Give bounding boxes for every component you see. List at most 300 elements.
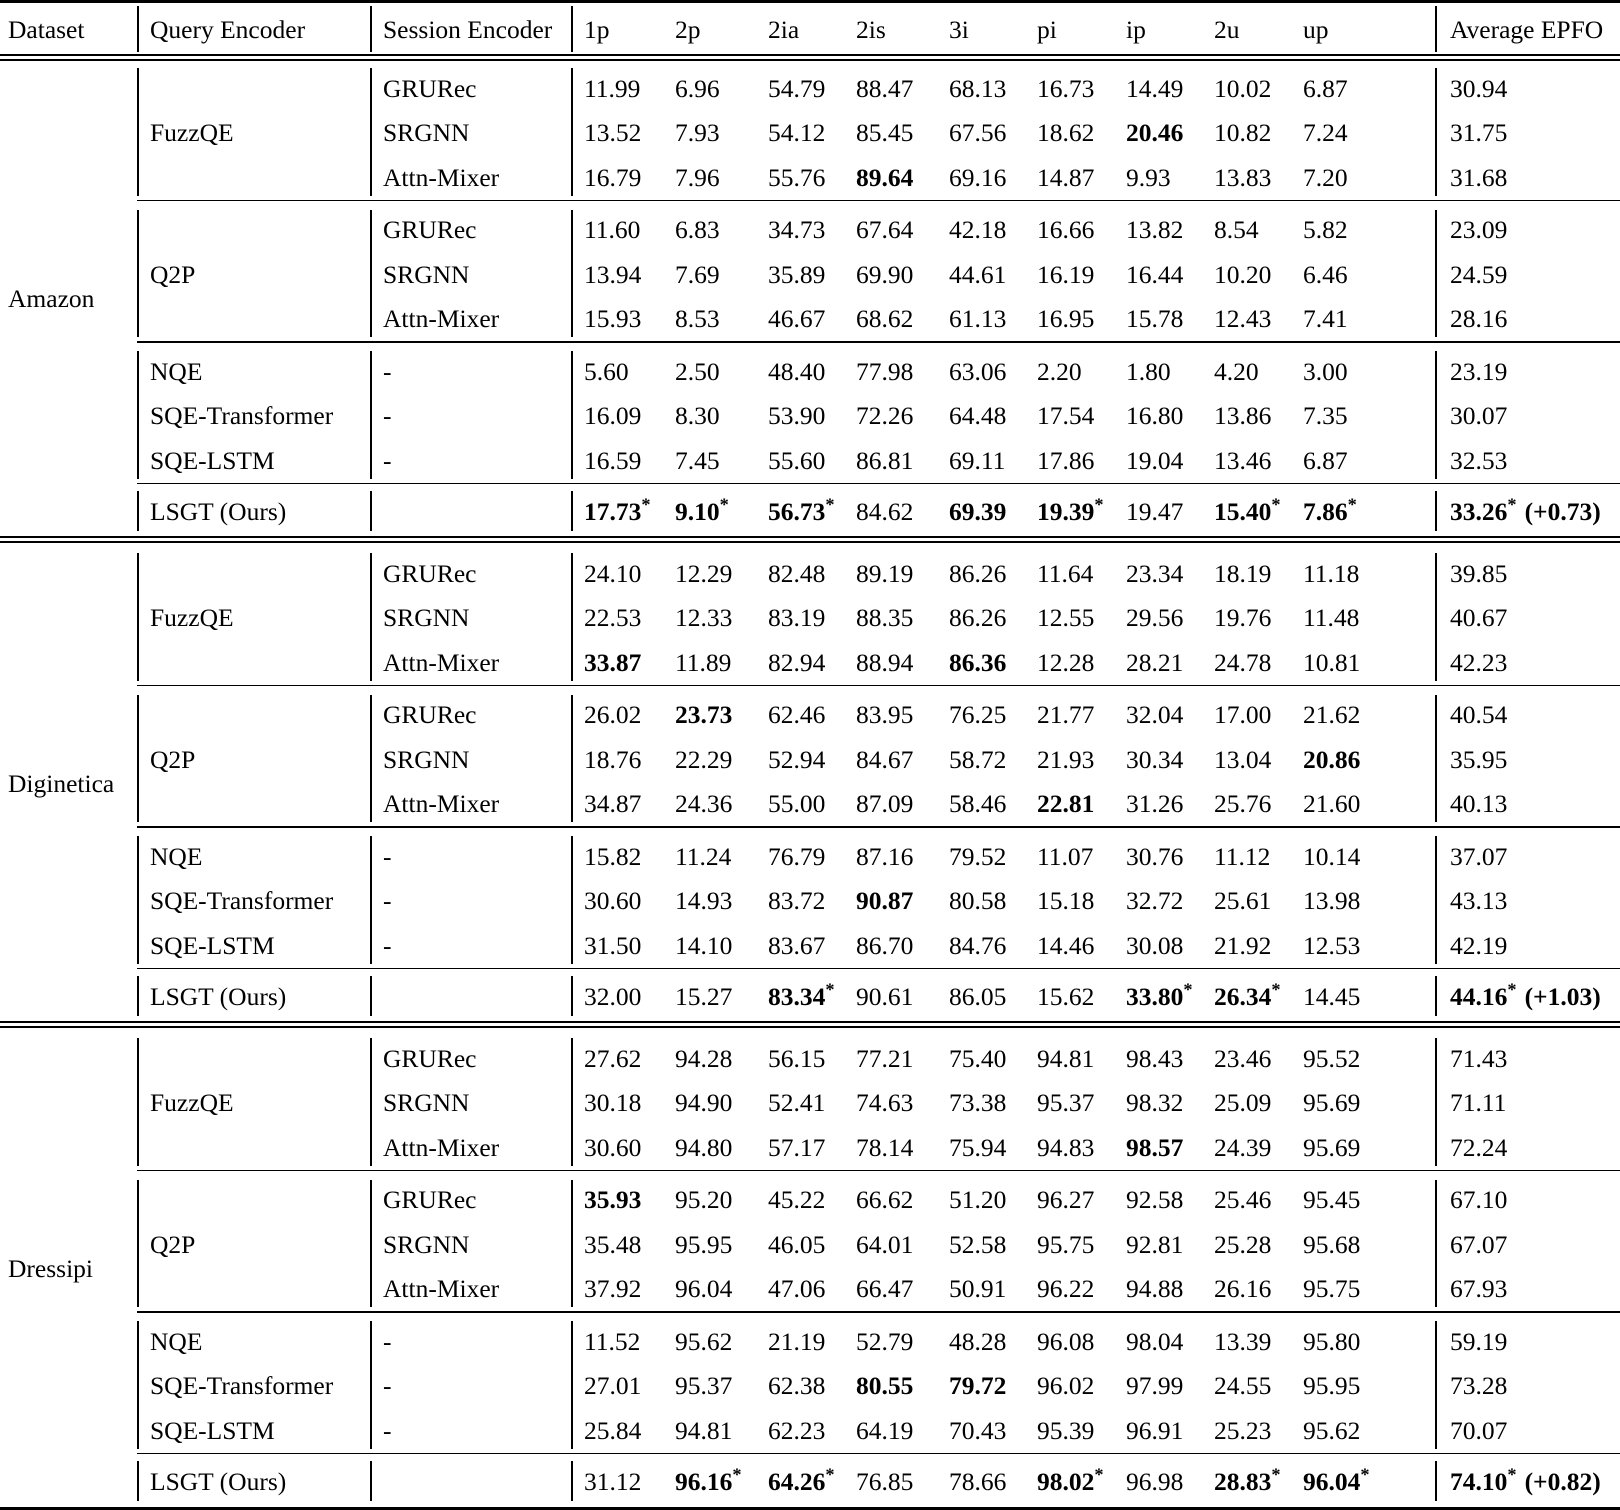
metric-ip-value: 33.80 — [1126, 982, 1184, 1011]
column-separator — [1435, 1180, 1437, 1308]
column-header-query-encoder: Query Encoder — [150, 15, 306, 45]
column-separator — [1435, 836, 1437, 964]
metric-2p: 95.37 — [675, 1371, 733, 1400]
metric-pi: 22.81 — [1037, 789, 1095, 818]
column-separator — [370, 68, 372, 196]
horizontal-rule — [137, 1170, 1620, 1172]
metric-average-epfo: 39.85 — [1450, 558, 1508, 588]
metric-2is: 86.70 — [856, 930, 914, 960]
metric-up: 21.62 — [1303, 700, 1361, 729]
metric-up: 7.41 — [1303, 304, 1348, 333]
metric-2u: 25.76 — [1214, 789, 1272, 818]
metric-pi: 95.37 — [1037, 1088, 1095, 1117]
column-separator — [571, 1321, 573, 1449]
session-encoder-label: GRURec — [383, 558, 477, 588]
metric-1p: 22.53 — [584, 603, 642, 632]
metric-average-epfo: 40.13 — [1450, 789, 1508, 818]
metric-2ia: 55.00 — [768, 789, 826, 818]
metric-pi — [1037, 494, 1104, 526]
column-separator — [571, 210, 573, 338]
metric-2u: 13.46 — [1214, 445, 1272, 475]
metric-2p: 7.96 — [675, 162, 720, 192]
horizontal-rule — [137, 1311, 1620, 1313]
metric-2p: 95.95 — [675, 1229, 733, 1259]
metric-2u: 13.04 — [1214, 744, 1272, 774]
metric-2p: 2.50 — [675, 356, 720, 386]
metric-2ia: 54.79 — [768, 73, 826, 103]
metric-2ia: 34.73 — [768, 215, 826, 244]
metric-2is: 64.19 — [856, 1415, 914, 1445]
dataset-label: Dressipi — [8, 1253, 93, 1283]
metric-ip: 28.21 — [1126, 647, 1184, 677]
metric-ip: 19.04 — [1126, 445, 1184, 475]
query-encoder-label: FuzzQE — [150, 118, 234, 147]
significance-star: * — [1507, 1464, 1517, 1485]
column-separator — [571, 68, 573, 196]
metric-2is: 78.14 — [856, 1132, 914, 1162]
metric-2u: 24.39 — [1214, 1132, 1272, 1162]
metric-3i: 79.72 — [949, 1371, 1007, 1400]
metric-3i: 75.94 — [949, 1132, 1007, 1162]
query-encoder-label: SQE-Transformer — [150, 401, 334, 430]
column-separator — [137, 836, 139, 964]
column-separator — [571, 836, 573, 964]
column-separator — [137, 210, 139, 338]
column-header-1p: 1p — [584, 15, 610, 45]
metric-pi: 95.39 — [1037, 1415, 1095, 1445]
horizontal-rule — [137, 826, 1620, 828]
metric-ip: 30.34 — [1126, 744, 1184, 774]
metric-2ia: 55.60 — [768, 445, 826, 475]
column-separator — [571, 695, 573, 823]
metric-up: 95.95 — [1303, 1371, 1361, 1400]
metric-2is: 80.55 — [856, 1371, 914, 1400]
metric-2u: 10.82 — [1214, 118, 1272, 147]
column-separator — [137, 695, 139, 823]
query-encoder-label-ours: LSGT (Ours) — [150, 982, 287, 1011]
session-encoder-label: Attn-Mixer — [383, 789, 500, 818]
metric-2u: 24.78 — [1214, 647, 1272, 677]
query-encoder-label-ours: LSGT (Ours) — [150, 497, 287, 526]
metric-3i: 69.16 — [949, 162, 1007, 192]
metric-ip: 96.91 — [1126, 1415, 1184, 1445]
column-header-2is: 2is — [856, 15, 886, 45]
metric-pi: 16.66 — [1037, 215, 1095, 244]
query-encoder-label: NQE — [150, 1326, 203, 1356]
metric-3i: 84.76 — [949, 930, 1007, 960]
metric-3i: 61.13 — [949, 304, 1007, 333]
metric-ip: 92.58 — [1126, 1185, 1184, 1214]
metric-2is: 84.67 — [856, 744, 914, 774]
metric-2u — [1214, 494, 1281, 526]
metric-up: 13.98 — [1303, 886, 1361, 915]
metric-2p: 12.29 — [675, 558, 733, 588]
metric-ip: 30.08 — [1126, 930, 1184, 960]
metric-average-epfo: 42.19 — [1450, 930, 1508, 960]
session-encoder-label: - — [383, 1415, 392, 1445]
metric-1p — [584, 494, 651, 526]
metric-3i: 76.25 — [949, 700, 1007, 729]
metric-2ia: 55.76 — [768, 162, 826, 192]
query-encoder-label: FuzzQE — [150, 603, 234, 632]
metric-3i: 50.91 — [949, 1274, 1007, 1303]
significance-star: * — [825, 494, 835, 515]
metric-2p: 8.53 — [675, 304, 720, 333]
metric-2ia: 82.48 — [768, 558, 826, 588]
metric-2u: 21.92 — [1214, 930, 1272, 960]
session-encoder-label: SRGNN — [383, 1088, 470, 1117]
significance-star: * — [1271, 494, 1281, 515]
metric-3i: 86.26 — [949, 558, 1007, 588]
metric-average-epfo: 42.23 — [1450, 647, 1508, 677]
metric-1p: 13.94 — [584, 259, 642, 289]
metric-3i: 64.48 — [949, 401, 1007, 430]
column-separator — [571, 553, 573, 681]
metric-pi: 96.22 — [1037, 1274, 1095, 1303]
metric-2u: 10.20 — [1214, 259, 1272, 289]
metric-ip: 9.93 — [1126, 162, 1171, 192]
metric-1p: 35.48 — [584, 1229, 642, 1259]
session-encoder-label: Attn-Mixer — [383, 162, 500, 192]
column-separator — [370, 1180, 372, 1308]
metric-average-epfo: 73.28 — [1450, 1371, 1508, 1400]
metric-average-epfo — [1450, 494, 1601, 526]
metric-1p: 37.92 — [584, 1274, 642, 1303]
dataset-label: Amazon — [8, 283, 95, 313]
column-header-dataset: Dataset — [8, 15, 85, 45]
query-encoder-label: Q2P — [150, 744, 196, 774]
metric-pi: 17.54 — [1037, 401, 1095, 430]
metric-2u: 4.20 — [1214, 356, 1259, 386]
metric-2is: 90.87 — [856, 886, 914, 915]
column-separator — [137, 1461, 139, 1502]
metric-2is: 90.61 — [856, 982, 914, 1011]
metric-2u: 25.46 — [1214, 1185, 1272, 1214]
metric-ip: 16.44 — [1126, 259, 1184, 289]
metric-3i: 73.38 — [949, 1088, 1007, 1117]
metric-ip: 32.72 — [1126, 886, 1184, 915]
horizontal-rule — [137, 483, 1620, 485]
metric-2is: 66.47 — [856, 1274, 914, 1303]
metric-pi: 12.55 — [1037, 603, 1095, 632]
metric-2u: 25.61 — [1214, 886, 1272, 915]
metric-ip: 94.88 — [1126, 1274, 1184, 1303]
metric-2p — [675, 1464, 742, 1496]
metric-2p: 8.30 — [675, 401, 720, 430]
session-encoder-label: Attn-Mixer — [383, 1132, 500, 1162]
metric-2is: 77.21 — [856, 1043, 914, 1073]
column-separator — [137, 491, 139, 532]
metric-2ia: 54.12 — [768, 118, 826, 147]
metric-up-value: 96.04 — [1303, 1467, 1361, 1496]
column-separator — [1435, 695, 1437, 823]
significance-star: * — [825, 1464, 835, 1485]
column-separator — [370, 836, 372, 964]
metric-2u: 17.00 — [1214, 700, 1272, 729]
horizontal-rule — [0, 541, 1620, 543]
metric-3i: 63.06 — [949, 356, 1007, 386]
metric-pi: 11.64 — [1037, 558, 1094, 588]
metric-average-epfo — [1450, 1464, 1601, 1496]
metric-1p-value: 17.73 — [584, 497, 642, 526]
metric-ip: 13.82 — [1126, 215, 1184, 244]
metric-2ia: 46.05 — [768, 1229, 826, 1259]
column-separator — [370, 553, 372, 681]
metric-2p: 6.83 — [675, 215, 720, 244]
metric-2ia: 83.67 — [768, 930, 826, 960]
metric-pi: 16.73 — [1037, 73, 1095, 103]
metric-1p: 11.52 — [584, 1326, 641, 1356]
metric-3i: 68.13 — [949, 73, 1007, 103]
metric-up: 5.82 — [1303, 215, 1348, 244]
metric-average-epfo-delta: (+0.82) — [1524, 1467, 1601, 1496]
significance-star: * — [1507, 979, 1517, 1000]
column-separator — [370, 351, 372, 479]
column-separator — [370, 1461, 372, 1502]
session-encoder-label: Attn-Mixer — [383, 304, 500, 333]
metric-average-epfo-delta: (+1.03) — [1524, 982, 1601, 1011]
query-encoder-label: SQE-LSTM — [150, 1415, 275, 1445]
session-encoder-label: - — [383, 930, 392, 960]
column-separator — [137, 6, 139, 52]
horizontal-rule — [0, 54, 1620, 56]
metric-ip: 1.80 — [1126, 356, 1171, 386]
metric-ip: 96.98 — [1126, 1467, 1184, 1496]
metric-1p: 15.82 — [584, 841, 642, 871]
metric-3i: 79.52 — [949, 841, 1007, 871]
metric-average-epfo: 31.75 — [1450, 118, 1508, 147]
metric-1p: 16.09 — [584, 401, 642, 430]
column-separator — [137, 1321, 139, 1449]
metric-3i: 75.40 — [949, 1043, 1007, 1073]
metric-average-epfo: 40.67 — [1450, 603, 1508, 632]
column-header-2u: 2u — [1214, 15, 1240, 45]
metric-up: 7.35 — [1303, 401, 1348, 430]
metric-pi: 21.93 — [1037, 744, 1095, 774]
metric-2p: 94.28 — [675, 1043, 733, 1073]
column-separator — [1435, 6, 1437, 52]
metric-2u: 18.19 — [1214, 558, 1272, 588]
metric-2p: 22.29 — [675, 744, 733, 774]
metric-up: 12.53 — [1303, 930, 1361, 960]
horizontal-rule — [0, 59, 1620, 61]
metric-3i: 52.58 — [949, 1229, 1007, 1259]
column-separator — [137, 553, 139, 681]
metric-average-epfo: 24.59 — [1450, 259, 1508, 289]
metric-2u: 11.12 — [1214, 841, 1271, 871]
metric-2ia: 83.19 — [768, 603, 826, 632]
metric-2ia: 45.22 — [768, 1185, 826, 1214]
horizontal-rule — [137, 685, 1620, 687]
metric-3i: 58.72 — [949, 744, 1007, 774]
metric-3i: 58.46 — [949, 789, 1007, 818]
metric-1p: 27.62 — [584, 1043, 642, 1073]
metric-up: 14.45 — [1303, 982, 1361, 1011]
column-separator — [137, 1180, 139, 1308]
metric-1p: 15.93 — [584, 304, 642, 333]
session-encoder-label: GRURec — [383, 73, 477, 103]
metric-up-value: 7.86 — [1303, 497, 1348, 526]
query-encoder-label: SQE-LSTM — [150, 445, 275, 475]
metric-ip: 15.78 — [1126, 304, 1184, 333]
metric-1p: 18.76 — [584, 744, 642, 774]
metric-2ia: 83.72 — [768, 886, 826, 915]
metric-up: 95.69 — [1303, 1088, 1361, 1117]
metric-pi: 17.86 — [1037, 445, 1095, 475]
metric-2u: 13.39 — [1214, 1326, 1272, 1356]
metric-2is: 89.19 — [856, 558, 914, 588]
column-separator — [1435, 1038, 1437, 1166]
metric-average-epfo: 67.10 — [1450, 1185, 1508, 1214]
column-separator — [137, 976, 139, 1017]
metric-2ia: 35.89 — [768, 259, 826, 289]
metric-2p — [675, 494, 729, 526]
metric-2u: 24.55 — [1214, 1371, 1272, 1400]
column-separator — [1435, 1321, 1437, 1449]
metric-average-epfo: 32.53 — [1450, 445, 1508, 475]
metric-2ia — [768, 1464, 835, 1496]
metric-pi: 2.20 — [1037, 356, 1082, 386]
metric-2ia: 53.90 — [768, 401, 826, 430]
metric-2p: 24.36 — [675, 789, 733, 818]
metric-1p: 13.52 — [584, 118, 642, 147]
metric-2u: 25.23 — [1214, 1415, 1272, 1445]
metric-up: 10.81 — [1303, 647, 1361, 677]
metric-2is: 67.64 — [856, 215, 914, 244]
metric-ip: 98.43 — [1126, 1043, 1184, 1073]
session-encoder-label: Attn-Mixer — [383, 647, 500, 677]
metric-2p: 95.62 — [675, 1326, 733, 1356]
metric-2p: 11.89 — [675, 647, 732, 677]
metric-ip: 97.99 — [1126, 1371, 1184, 1400]
significance-star: * — [1271, 1464, 1281, 1485]
column-header-3i: 3i — [949, 15, 969, 45]
metric-average-epfo: 71.11 — [1450, 1088, 1507, 1117]
column-separator — [1435, 351, 1437, 479]
metric-2ia: 52.41 — [768, 1088, 826, 1117]
metric-up: 95.80 — [1303, 1326, 1361, 1356]
metric-2p-value: 96.16 — [675, 1467, 733, 1496]
column-header-2ia: 2ia — [768, 15, 800, 45]
metric-2p: 6.96 — [675, 73, 720, 103]
metric-2p: 7.93 — [675, 118, 720, 147]
metric-ip: 16.80 — [1126, 401, 1184, 430]
metric-2p: 96.04 — [675, 1274, 733, 1303]
column-separator — [571, 6, 573, 52]
metric-2ia: 21.19 — [768, 1326, 826, 1356]
significance-star: * — [1183, 979, 1193, 1000]
metric-2ia: 62.38 — [768, 1371, 826, 1400]
metric-pi: 96.27 — [1037, 1185, 1095, 1214]
metric-2p: 11.24 — [675, 841, 732, 871]
horizontal-rule — [137, 1453, 1620, 1455]
column-separator — [1435, 491, 1437, 532]
metric-3i: 78.66 — [949, 1467, 1007, 1496]
significance-star: * — [732, 1464, 742, 1485]
significance-star: * — [641, 494, 651, 515]
metric-pi: 15.18 — [1037, 886, 1095, 915]
metric-3i: 51.20 — [949, 1185, 1007, 1214]
metric-average-epfo-delta: (+0.73) — [1524, 497, 1601, 526]
metric-3i: 67.56 — [949, 118, 1007, 147]
metric-2ia: 46.67 — [768, 304, 826, 333]
column-separator — [370, 491, 372, 532]
session-encoder-label: - — [383, 1326, 392, 1356]
session-encoder-label: SRGNN — [383, 744, 470, 774]
query-encoder-label: NQE — [150, 841, 203, 871]
dataset-label: Diginetica — [8, 768, 115, 798]
metric-2p: 7.45 — [675, 445, 720, 475]
metric-2u: 19.76 — [1214, 603, 1272, 632]
metric-2p: 12.33 — [675, 603, 733, 632]
metric-2p: 94.80 — [675, 1132, 733, 1162]
column-separator — [1435, 553, 1437, 681]
metric-2u-value: 26.34 — [1214, 982, 1272, 1011]
metric-2is: 87.16 — [856, 841, 914, 871]
metric-1p: 31.50 — [584, 930, 642, 960]
horizontal-rule — [137, 341, 1620, 343]
metric-2u — [1214, 1464, 1281, 1496]
query-encoder-label-ours: LSGT (Ours) — [150, 1467, 287, 1496]
session-encoder-label: SRGNN — [383, 118, 470, 147]
metric-1p: 5.60 — [584, 356, 629, 386]
metric-average-epfo: 71.43 — [1450, 1043, 1508, 1073]
metric-up: 11.18 — [1303, 558, 1360, 588]
metric-2u: 13.83 — [1214, 162, 1272, 192]
metric-2ia: 62.46 — [768, 700, 826, 729]
metric-up — [1303, 494, 1357, 526]
session-encoder-label: SRGNN — [383, 603, 470, 632]
metric-average-epfo: 40.54 — [1450, 700, 1508, 729]
horizontal-rule — [0, 1026, 1620, 1028]
metric-2ia — [768, 979, 835, 1011]
metric-2ia-value: 83.34 — [768, 982, 826, 1011]
column-separator — [571, 1461, 573, 1502]
session-encoder-label: - — [383, 841, 392, 871]
horizontal-rule — [0, 1021, 1620, 1023]
metric-up: 95.62 — [1303, 1415, 1361, 1445]
significance-star: * — [719, 494, 729, 515]
metric-pi: 14.46 — [1037, 930, 1095, 960]
metric-ip: 19.47 — [1126, 497, 1184, 526]
metric-pi: 12.28 — [1037, 647, 1095, 677]
query-encoder-label: SQE-Transformer — [150, 1371, 334, 1400]
metric-average-epfo: 30.94 — [1450, 73, 1508, 103]
metric-pi-value: 19.39 — [1037, 497, 1095, 526]
metric-2u-value: 15.40 — [1214, 497, 1272, 526]
metric-1p: 35.93 — [584, 1185, 642, 1214]
horizontal-rule — [137, 200, 1620, 202]
column-separator — [137, 351, 139, 479]
session-encoder-label: - — [383, 886, 392, 915]
metric-2is: 66.62 — [856, 1185, 914, 1214]
metric-2u: 13.86 — [1214, 401, 1272, 430]
metric-pi: 96.02 — [1037, 1371, 1095, 1400]
metric-2p: 15.27 — [675, 982, 733, 1011]
column-separator — [370, 976, 372, 1017]
metric-up: 21.60 — [1303, 789, 1361, 818]
column-separator — [1435, 976, 1437, 1017]
metric-2is: 68.62 — [856, 304, 914, 333]
metric-2u: 10.02 — [1214, 73, 1272, 103]
metric-1p: 11.60 — [584, 215, 641, 244]
metric-2is: 87.09 — [856, 789, 914, 818]
metric-2ia-value: 56.73 — [768, 497, 826, 526]
metric-average-epfo: 31.68 — [1450, 162, 1508, 192]
metric-1p: 27.01 — [584, 1371, 642, 1400]
metric-up: 7.24 — [1303, 118, 1348, 147]
metric-pi — [1037, 1464, 1104, 1496]
